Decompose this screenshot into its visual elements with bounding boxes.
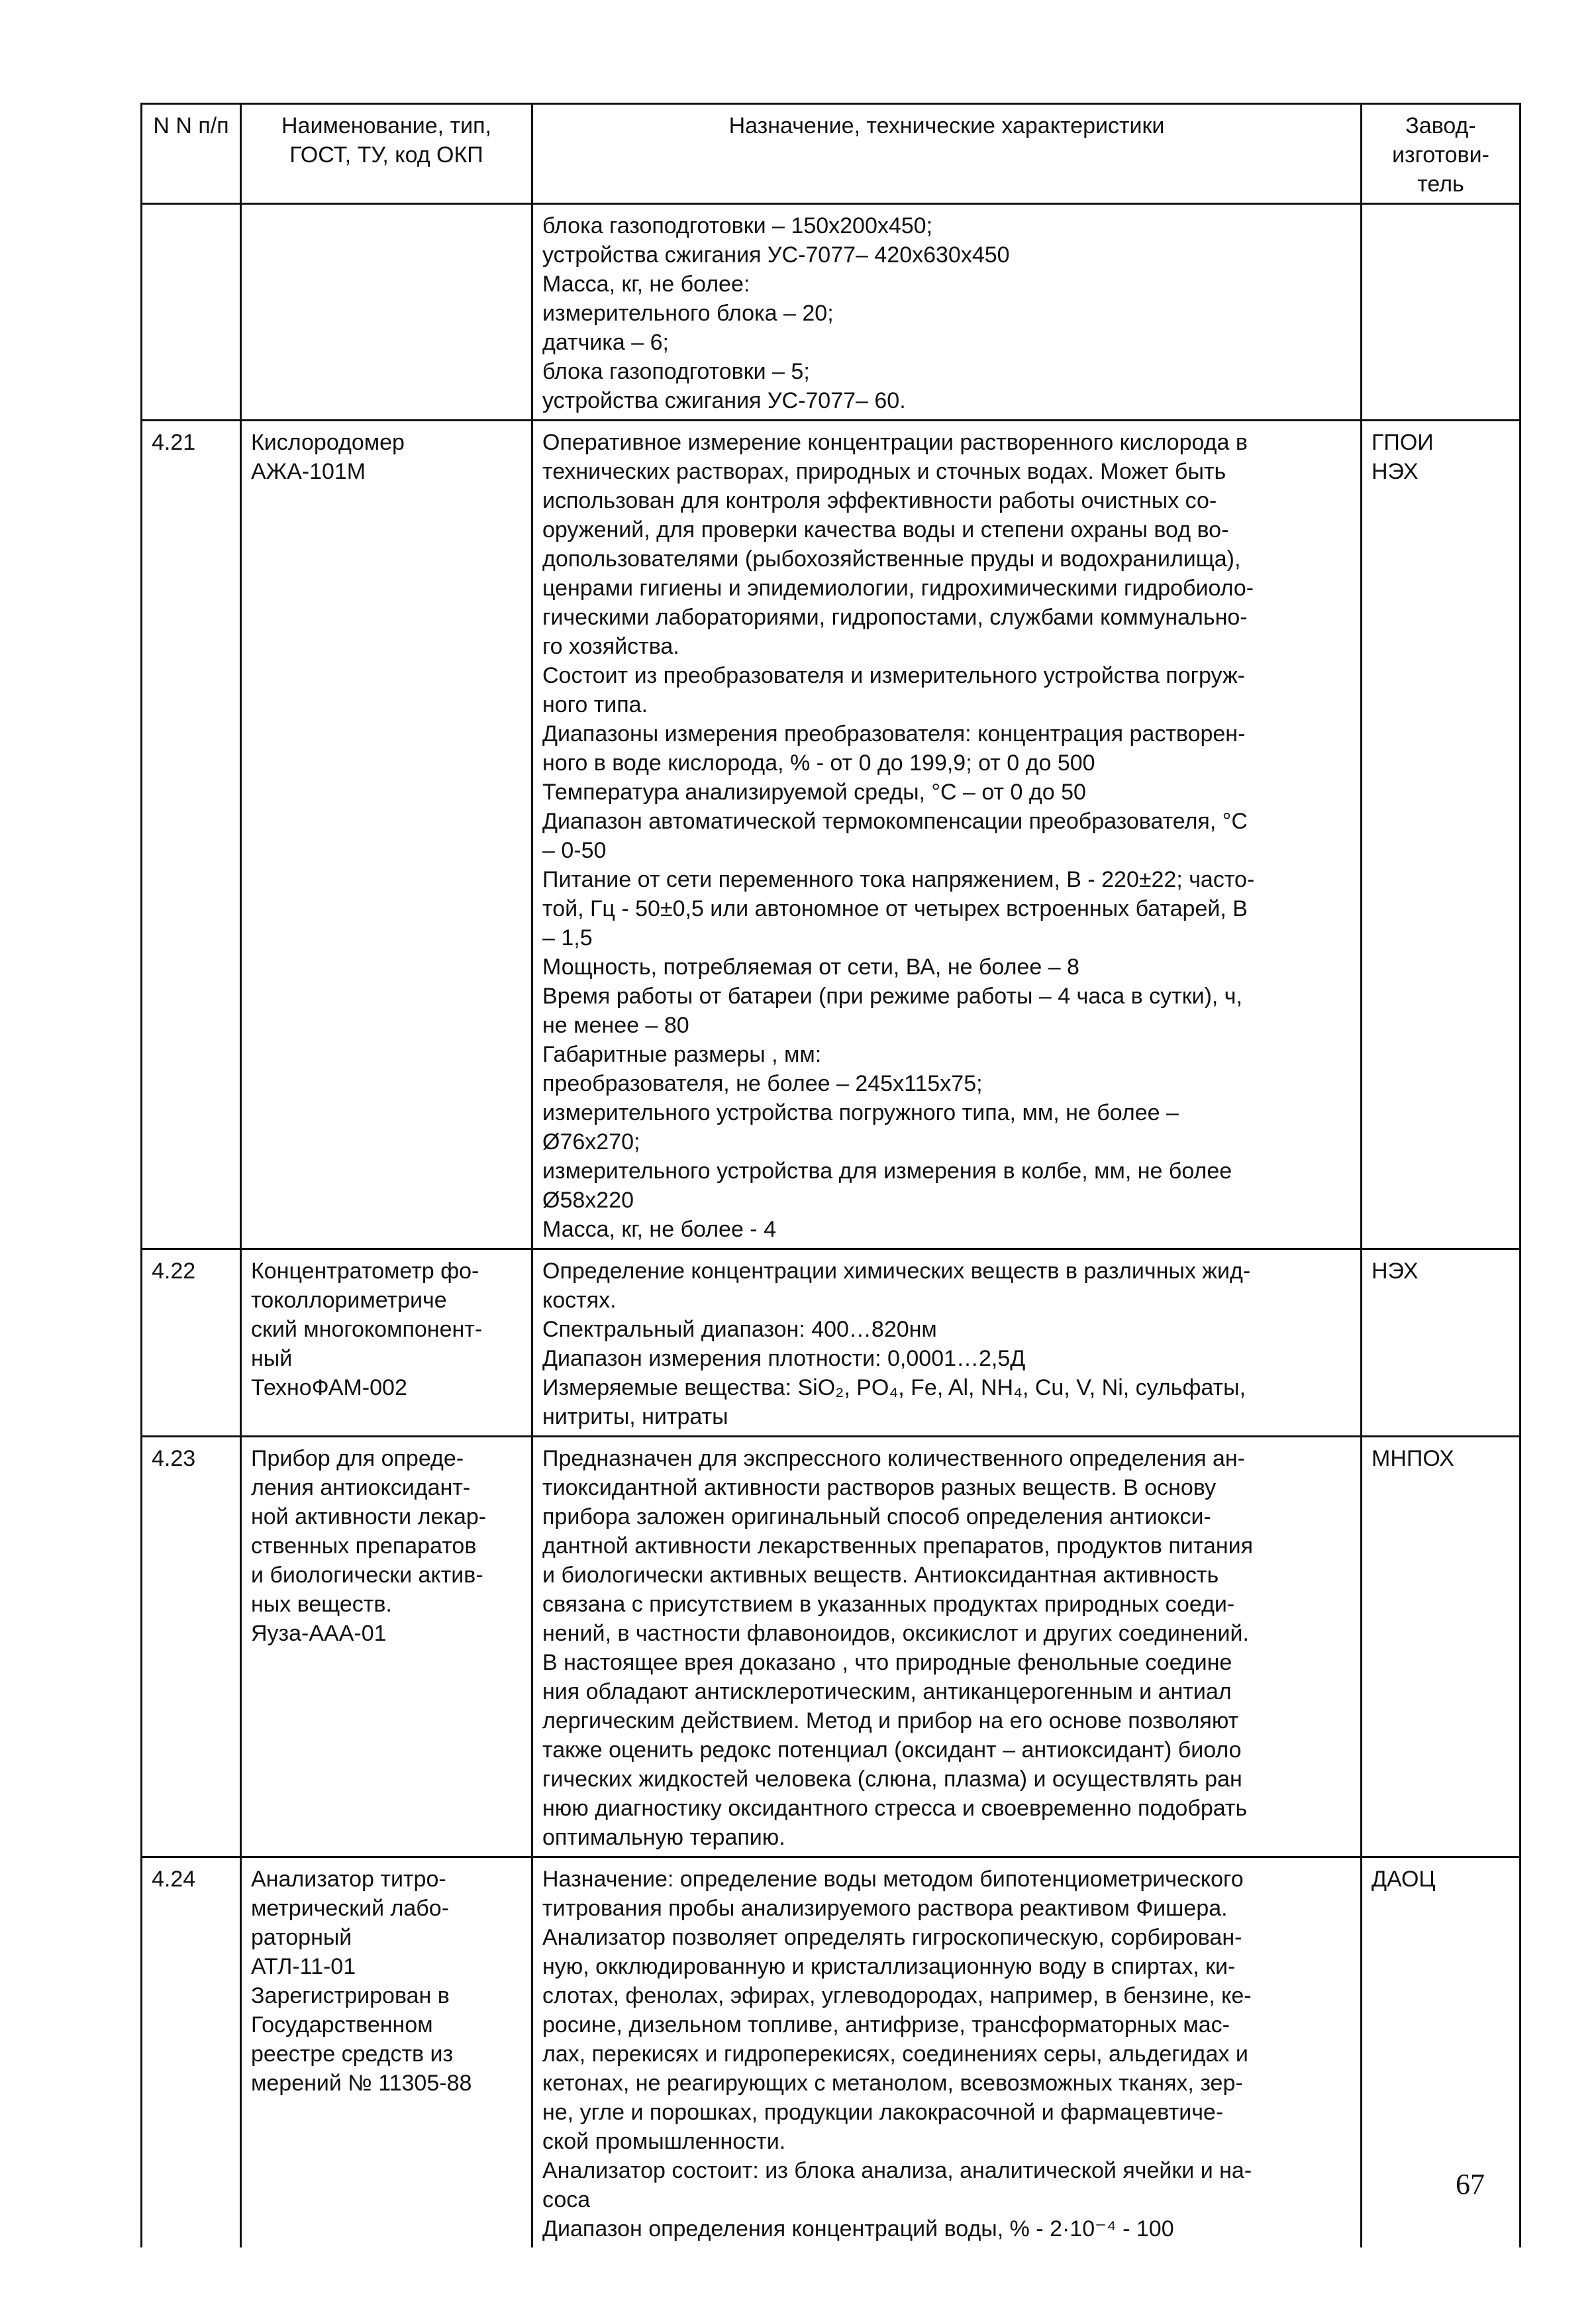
description-line: Масса, кг, не более - 4 — [542, 1217, 776, 1242]
device-name-line: Прибор для опреде- — [251, 1446, 464, 1471]
manufacturer-line: ГПОИ — [1372, 430, 1434, 455]
description-line: Диапазон определения концентраций воды, % - 2·10⁻⁴ - 100 — [542, 2216, 1174, 2242]
description-line: росине, дизельном топливе, антифризе, трансформаторных мас- — [542, 2012, 1230, 2037]
device-description — [532, 421, 1362, 1249]
description-line: оружений, для проверки качества воды и степени охраны вод во- — [542, 517, 1229, 542]
description-line: оптимальную терапию. — [542, 1825, 785, 1850]
continuation-description — [532, 204, 1362, 421]
row-number: 4.23 — [142, 1437, 241, 1857]
description-line: ного типа. — [542, 692, 648, 717]
device-name-line: Концентратометр фо- — [251, 1259, 479, 1284]
description-line: измерительного устройства для измерения в колбе, мм, не более — [542, 1159, 1232, 1184]
device-name-line: ления антиоксидант- — [251, 1475, 471, 1500]
description-line: – 1,5 — [542, 925, 593, 951]
description-line: ской промышленности. — [542, 2129, 786, 2154]
description-line: лергическим действием. Метод и прибор на его основе позволяют — [542, 1708, 1239, 1733]
description-line: и биологически активных веществ. Антиоксидантная активность — [542, 1563, 1219, 1588]
description-line: не, угле и порошках, продукции лакокрасочной и фармацевтиче- — [542, 2100, 1224, 2125]
description-line: Габаритные размеры , мм: — [542, 1042, 822, 1067]
header-purpose: Назначение, технические характеристики — [532, 104, 1362, 204]
description-line: нитриты, нитраты — [542, 1404, 728, 1429]
description-line: нюю диагностику оксидантного стресса и своевременно подобрать — [542, 1796, 1248, 1821]
description-line: титрования пробы анализируемого раствора реактивом Фишера. — [542, 1896, 1228, 1921]
equipment-table — [140, 103, 1521, 2247]
description-line: Состоит из преобразователя и измерительного устройства погруж- — [542, 663, 1246, 688]
description-line: слотах, фенолах, эфирах, углеводородах, например, в бензине, ке- — [542, 1983, 1252, 2008]
device-name-line: Яуза-ААА-01 — [251, 1621, 387, 1646]
table-row — [142, 421, 1521, 1249]
description-line: Диапазон измерения плотности: 0,0001…2,5Д — [542, 1346, 1026, 1371]
description-line: блока газоподготовки – 5; — [542, 359, 810, 384]
device-name-line: Анализатор титро- — [251, 1867, 446, 1892]
device-name-line: ТехноФАМ-002 — [251, 1375, 407, 1400]
table-header — [142, 104, 1521, 204]
device-name-line: Государственном — [251, 2012, 433, 2037]
description-line: датчика – 6; — [542, 330, 669, 355]
device-description — [532, 1249, 1362, 1437]
description-line: Назначение: определение воды методом бипотенциометрического — [542, 1867, 1244, 1892]
description-line: гическими лабораториями, гидропостами, службами коммунально- — [542, 605, 1248, 630]
description-line: преобразователя, не более – 245х115х75; — [542, 1071, 983, 1096]
description-line: технических растворах, природных и сточных водах. Может быть — [542, 459, 1226, 484]
description-line: Ø58х220 — [542, 1188, 634, 1213]
device-name-line: ной активности лекар- — [251, 1504, 487, 1529]
device-name-line: метрический лабо- — [251, 1896, 450, 1921]
description-line: Анализатор позволяет определять гигроскопическую, сорбирован- — [542, 1925, 1242, 1950]
description-line: ценрами гигиены и эпидемиологии, гидрохимическими гидробиоло- — [542, 576, 1254, 601]
description-line: Мощность, потребляемая от сети, ВА, не более – 8 — [542, 954, 1079, 980]
description-line: гических жидкостей человека (слюна, плазма) и осуществлять ран — [542, 1767, 1242, 1792]
manufacturer-line: ДАОЦ — [1372, 1867, 1436, 1892]
description-line: соса — [542, 2187, 591, 2212]
device-name-line: и биологически актив- — [251, 1563, 483, 1588]
device-name — [241, 1249, 532, 1437]
description-line: устройства сжигания УС-7077– 60. — [542, 388, 906, 413]
description-line: Измеряемые вещества: SiO₂, PO₄, Fe, Al, NH₄, Cu, V, Ni, сульфаты, — [542, 1375, 1246, 1400]
header-number: N N п/п — [142, 104, 241, 204]
description-line: той, Гц - 50±0,5 или автономное от четырех встроенных батарей, В — [542, 896, 1248, 921]
description-line: ния обладают антисклеротическим, антиканцерогенным и антиал — [542, 1679, 1232, 1704]
description-line: блока газоподготовки – 150х200х450; — [542, 213, 933, 238]
description-line: – 0-50 — [542, 838, 607, 863]
device-name-line: АТЛ-11-01 — [251, 1954, 356, 1979]
description-line: лах, перекисях и гидроперекисях, соединениях серы, альдегидах и — [542, 2041, 1248, 2067]
device-name-line: ный — [251, 1346, 293, 1371]
manufacturer — [1362, 1249, 1521, 1437]
description-line: Предназначен для экспрессного количественного определения ан- — [542, 1446, 1245, 1471]
device-name-line: токоллориметриче — [251, 1288, 447, 1313]
description-line: тиоксидантной активности растворов разных веществ. В основу — [542, 1475, 1217, 1500]
description-line: В настоящее врея доказано , что природные фенольные соедине — [542, 1650, 1232, 1675]
manufacturer — [1362, 1857, 1521, 2248]
device-name — [241, 421, 532, 1249]
description-line: также оценить редокс потенциал (оксидант – антиоксидант) биоло — [542, 1737, 1242, 1763]
description-line: Определение концентрации химических веществ в различных жид- — [542, 1259, 1251, 1284]
device-description — [532, 1857, 1362, 2248]
description-line: ную, окклюдированную и кристаллизационную воду в спиртах, ки- — [542, 1954, 1236, 1979]
row-number: 4.21 — [142, 421, 241, 1249]
device-name-line: раторный — [251, 1925, 352, 1950]
description-line: ного в воде кислорода, % - от 0 до 199,9; от 0 до 500 — [542, 750, 1095, 776]
description-line: Питание от сети переменного тока напряжением, В - 220±22; часто- — [542, 867, 1255, 892]
table-row — [142, 1857, 1521, 2248]
description-line: устройства сжигания УС-7077– 420х630х450 — [542, 242, 1010, 268]
description-line: Температура анализируемой среды, °С – от 0 до 50 — [542, 780, 1086, 805]
header-manufacturer: Завод-изготови-тель — [1362, 104, 1521, 204]
description-line: Диапазон автоматической термокомпенсации преобразователя, °С — [542, 809, 1248, 834]
device-name-line: Зарегистрирован в — [251, 1983, 450, 2008]
page-number: 67 — [1456, 2168, 1485, 2200]
device-description — [532, 1437, 1362, 1857]
description-line: го хозяйства. — [542, 634, 679, 659]
description-line: измерительного блока – 20; — [542, 301, 834, 326]
description-line: прибора заложен оригинальный способ определения антиокси- — [542, 1504, 1211, 1529]
table-row — [142, 1249, 1521, 1437]
description-line: дантной активности лекарственных препаратов, продуктов питания — [542, 1533, 1254, 1559]
device-name — [241, 1857, 532, 2248]
description-line: Оперативное измерение концентрации растворенного кислорода в — [542, 430, 1248, 455]
row-number: 4.24 — [142, 1857, 241, 2248]
table-row-continuation — [142, 204, 1521, 421]
device-name-line: реестре средств из — [251, 2041, 454, 2067]
description-line: нений, в частности флавоноидов, оксикислот и других соединений. — [542, 1621, 1249, 1646]
device-name — [241, 1437, 532, 1857]
description-line: Время работы от батареи (при режиме работы – 4 часа в сутки), ч, — [542, 984, 1242, 1009]
description-line: Спектральный диапазон: 400…820нм — [542, 1317, 937, 1342]
description-line: костях. — [542, 1288, 617, 1313]
device-name-line: ственных препаратов — [251, 1533, 477, 1559]
manufacturer — [1362, 421, 1521, 1249]
description-line: связана с присутствием в указанных продуктах природных соеди- — [542, 1592, 1235, 1617]
description-line: Анализатор состоит: из блока анализа, аналитической ячейки и на- — [542, 2158, 1252, 2183]
description-line: Ø76х270; — [542, 1129, 640, 1155]
row-number: 4.22 — [142, 1249, 241, 1437]
description-line: кетонах, не реагирующих с метанолом, всевозможных тканях, зер- — [542, 2071, 1243, 2096]
device-name-line: Кислородомер — [251, 430, 405, 455]
description-line: не менее – 80 — [542, 1013, 689, 1038]
description-line: использован для контроля эффективности работы очистных со- — [542, 488, 1217, 513]
manufacturer-line: МНПОХ — [1372, 1446, 1454, 1471]
manufacturer-line: НЭХ — [1372, 459, 1419, 484]
table-row — [142, 1437, 1521, 1857]
device-name-line: ных веществ. — [251, 1592, 392, 1617]
description-line: допользователями (рыбохозяйственные пруды и водохранилища), — [542, 546, 1241, 572]
description-line: измерительного устройства погружного типа, мм, не более – — [542, 1100, 1179, 1125]
device-name-line: мерений № 11305-88 — [251, 2071, 472, 2096]
description-line: Диапазоны измерения преобразователя: концентрация растворен- — [542, 721, 1246, 747]
device-name-line: ский многокомпонент- — [251, 1317, 483, 1342]
device-name-line: АЖА-101М — [251, 459, 366, 484]
manufacturer — [1362, 1437, 1521, 1857]
manufacturer-line: НЭХ — [1372, 1259, 1419, 1284]
header-name: Наименование, тип, ГОСТ, ТУ, код ОКП — [241, 104, 532, 204]
description-line: Масса, кг, не более: — [542, 272, 750, 297]
